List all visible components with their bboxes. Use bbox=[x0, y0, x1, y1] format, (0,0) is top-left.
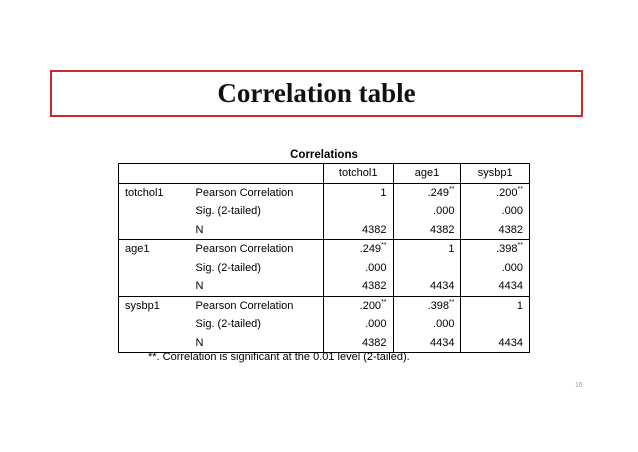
table-cell bbox=[323, 277, 393, 296]
row-variable-label bbox=[119, 277, 190, 296]
cell-value: 4382 bbox=[362, 280, 387, 293]
statistic-label: Sig. (2-tailed) bbox=[190, 202, 324, 221]
column-header: age1 bbox=[393, 164, 461, 184]
cell-value: 4434 bbox=[429, 280, 455, 293]
cell-value: 4382 bbox=[498, 223, 523, 236]
table-cell bbox=[461, 315, 530, 334]
statistic-label: Pearson Correlation bbox=[190, 183, 324, 202]
row-variable-label bbox=[119, 315, 190, 334]
table-cell bbox=[323, 315, 393, 334]
table-cell bbox=[323, 334, 393, 353]
cell-value: .000 bbox=[365, 261, 387, 274]
slide-title: Correlation table bbox=[217, 78, 416, 108]
table-row bbox=[119, 296, 530, 315]
cell-value: 4382 bbox=[429, 223, 455, 236]
cell-value: 1 bbox=[516, 299, 523, 312]
cell-value: 1 bbox=[448, 243, 455, 256]
table-cell bbox=[461, 183, 530, 202]
table-row bbox=[119, 240, 530, 259]
significance-mark: ** bbox=[449, 298, 455, 306]
cell-value: 4434 bbox=[498, 280, 523, 293]
table-row bbox=[119, 315, 530, 334]
table-header-row bbox=[119, 164, 530, 184]
table-cell bbox=[323, 183, 393, 202]
significance-mark: ** bbox=[517, 242, 523, 250]
cell-value: .200 bbox=[496, 186, 518, 199]
cell-value: .000 bbox=[433, 205, 455, 218]
cell-value: 4434 bbox=[429, 336, 455, 349]
row-variable-label bbox=[119, 334, 190, 353]
header-blank-cell bbox=[190, 164, 324, 184]
header-blank-cell bbox=[119, 164, 190, 184]
table-cell bbox=[461, 202, 530, 221]
table-row bbox=[119, 277, 530, 296]
significance-mark: ** bbox=[449, 185, 455, 193]
page-number: 16 bbox=[575, 382, 583, 389]
cell-value: .398 bbox=[496, 243, 518, 256]
table-cell bbox=[323, 259, 393, 278]
statistic-label: Sig. (2-tailed) bbox=[190, 259, 324, 278]
table-cell bbox=[393, 240, 461, 259]
table-cell bbox=[393, 259, 461, 278]
table-cell bbox=[461, 296, 530, 315]
column-header: totchol1 bbox=[323, 164, 393, 184]
table-row bbox=[119, 259, 530, 278]
table-cell bbox=[393, 334, 461, 353]
table-caption: Correlations bbox=[290, 149, 358, 161]
table-footnote: **. Correlation is significant at the 0.01 level (2-tailed). bbox=[148, 351, 410, 363]
table-cell bbox=[323, 240, 393, 259]
table-cell bbox=[461, 334, 530, 353]
column-header: sysbp1 bbox=[461, 164, 530, 184]
cell-value: .200 bbox=[359, 299, 382, 312]
table-cell bbox=[323, 221, 393, 240]
cell-value: 4434 bbox=[498, 336, 523, 349]
statistic-label: N bbox=[190, 221, 324, 240]
significance-mark: ** bbox=[381, 298, 387, 306]
table-row bbox=[119, 202, 530, 221]
row-variable-label: sysbp1 bbox=[119, 296, 190, 315]
table-cell bbox=[393, 277, 461, 296]
table-cell bbox=[393, 296, 461, 315]
table-row bbox=[119, 334, 530, 353]
cell-value: .249 bbox=[427, 186, 450, 199]
cell-value: .000 bbox=[501, 261, 523, 274]
table-cell bbox=[461, 221, 530, 240]
table-cell bbox=[323, 202, 393, 221]
cell-value: .398 bbox=[427, 299, 450, 312]
statistic-label: Pearson Correlation bbox=[190, 296, 324, 315]
row-variable-label: age1 bbox=[119, 240, 190, 259]
table-row bbox=[119, 221, 530, 240]
table-cell bbox=[461, 277, 530, 296]
table-row bbox=[119, 183, 530, 202]
row-variable-label bbox=[119, 259, 190, 278]
cell-value: 4382 bbox=[362, 336, 387, 349]
cell-value: .000 bbox=[365, 318, 387, 331]
title-box bbox=[50, 70, 583, 117]
table-cell bbox=[393, 183, 461, 202]
table-cell bbox=[461, 240, 530, 259]
statistic-label: Sig. (2-tailed) bbox=[190, 315, 324, 334]
table-cell bbox=[461, 259, 530, 278]
cell-value: .000 bbox=[501, 205, 523, 218]
table-cell bbox=[323, 296, 393, 315]
correlation-table bbox=[118, 163, 530, 353]
row-variable-label bbox=[119, 202, 190, 221]
row-variable-label: totchol1 bbox=[119, 183, 190, 202]
table-cell bbox=[393, 315, 461, 334]
significance-mark: ** bbox=[517, 185, 523, 193]
cell-value: .249 bbox=[359, 243, 382, 256]
significance-mark: ** bbox=[381, 242, 387, 250]
statistic-label: N bbox=[190, 277, 324, 296]
statistic-label: Pearson Correlation bbox=[190, 240, 324, 259]
cell-value: .000 bbox=[433, 318, 455, 331]
table-cell bbox=[393, 202, 461, 221]
table-cell bbox=[393, 221, 461, 240]
cell-value: 1 bbox=[380, 186, 387, 199]
row-variable-label bbox=[119, 221, 190, 240]
cell-value: 4382 bbox=[362, 223, 387, 236]
statistic-label: N bbox=[190, 334, 324, 353]
